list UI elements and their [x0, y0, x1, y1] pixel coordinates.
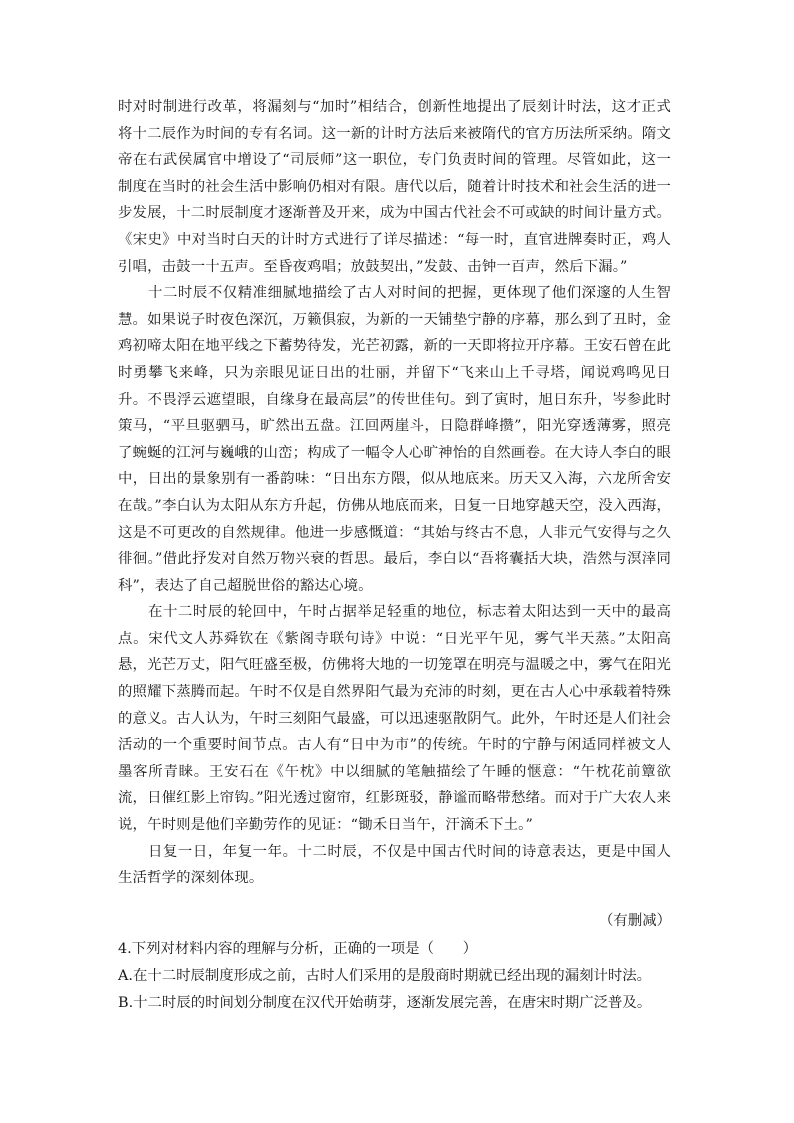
source-note: （有删减） — [599, 913, 671, 929]
option-a: A.在十二时辰制度形成之前，古时人们采用的是殷商时期就已经出现的漏刻计时法。 — [118, 968, 652, 984]
article-body — [118, 94, 671, 892]
article-paragraph-4: 日复一日，年复一年。十二时辰，不仅是中国古代时间的诗意表达，更是中国人生活哲学的深刻体现。 — [118, 843, 671, 887]
article-paragraph-1: 时对时制进行改革，将漏刻与“加时”相结合，创新性地提出了辰刻计时法，这才正式将十二辰作为时间的专有名词。这一新的计时方法后来被隋代的官方历法所采纳。隋文帝在右武侯属官中增设了“司辰师”这一职位，专门负责时间的管理。尽管如此，这一制度在当时的社会生活中影响仍相对有限。唐代以后，随着计时技术和社会生活的进一步发展，十二时辰制度才逐渐普及开来，成为中国古代社会不可或缺的时间计量方式。《宋史》中对当时白天的计时方式进行了详尽描述：“每一时，直官进牌奏时正，鸡人引唱，击鼓一十五声。至昏夜鸡唱；放鼓契出，”发鼓、击钟一百声，然后下漏。” — [118, 99, 671, 275]
article-paragraph-3: 在十二时辰的轮回中，午时占据举足轻重的地位，标志着太阳达到一天中的最高点。宋代文人苏舜钦在《紫阁寺联句诗》中说：“日光平午见，雾气半天蒸。”太阳高悬，光芒万丈，阳气旺盛至极，仿佛将大地的一切笼罩在明亮与温暖之中，雾气在阳光的照耀下蒸腾而起。午时不仅是自然界阳气最为充沛的时刻，更在古人心中承载着特殊的意义。古人认为，午时三刻阳气最盛，可以迅速驱散阴气。此外，午时还是人们社会活动的一个重要时间节点。古人有“日中为市”的传统。午时的宁静与闲适同样被文人墨客所青睐。王安石在《午枕》中以细腻的笔触描绘了午睡的惬意：“午枕花前簟欲流，日催红影上帘钩。”阳光透过窗帘，红影斑驳，静谧而略带愁绪。而对于广大农人来说，午时则是他们辛勤劳作的见证：“锄禾日当午，汗滴禾下土。” — [118, 604, 671, 834]
article-paragraph-2: 十二时辰不仅精准细腻地描绘了古人对时间的把握，更体现了他们深邃的人生智慧。如果说子时夜色深沉，万籁俱寂，为新的一天铺垫宁静的序幕，那么到了丑时，金鸡初啼太阳在地平线之下蓄势待发，光芒初露，新的一天即将拉开序幕。王安石曾在此时勇攀飞来峰，只为亲眼见证日出的壮丽，并留下“飞来山上千寻塔，闻说鸡鸣见日升。不畏浮云遮望眼，自缘身在最高层”的传世佳句。到了寅时，旭日东升，岑参此时策马，“平旦驱驷马，旷然出五盘。江回两崖斗，日隐群峰攒”，阳光穿透薄雾，照亮了蜿蜒的江河与巍峨的山峦；构成了一幅令人心旷神怡的自然画卷。在大诗人李白的眼中，日出的景象别有一番韵味：“日出东方隈，似从地底来。历天又入海，六龙所舍安在哉。”李白认为太阳从东方升起，仿佛从地底而来，日复一日地穿越天空，没入西海，这是不可更改的自然规律。他进一步感慨道：“其始与终古不息，人非元气安得与之久徘徊。”借此抒发对自然万物兴衰的哲思。最后，李白以“吾将囊括大块，浩然与溟涬同科”，表达了自己超脱世俗的豁达心境。 — [118, 285, 671, 594]
question-block — [118, 936, 678, 1017]
option-b: B.十二时辰的时间划分制度在汉代开始萌芽，逐渐发展完善，在唐宋时期广泛普及。 — [118, 995, 652, 1011]
question-stem: 4.下列对材料内容的理解与分析，正确的一项是（ ） — [118, 941, 478, 957]
